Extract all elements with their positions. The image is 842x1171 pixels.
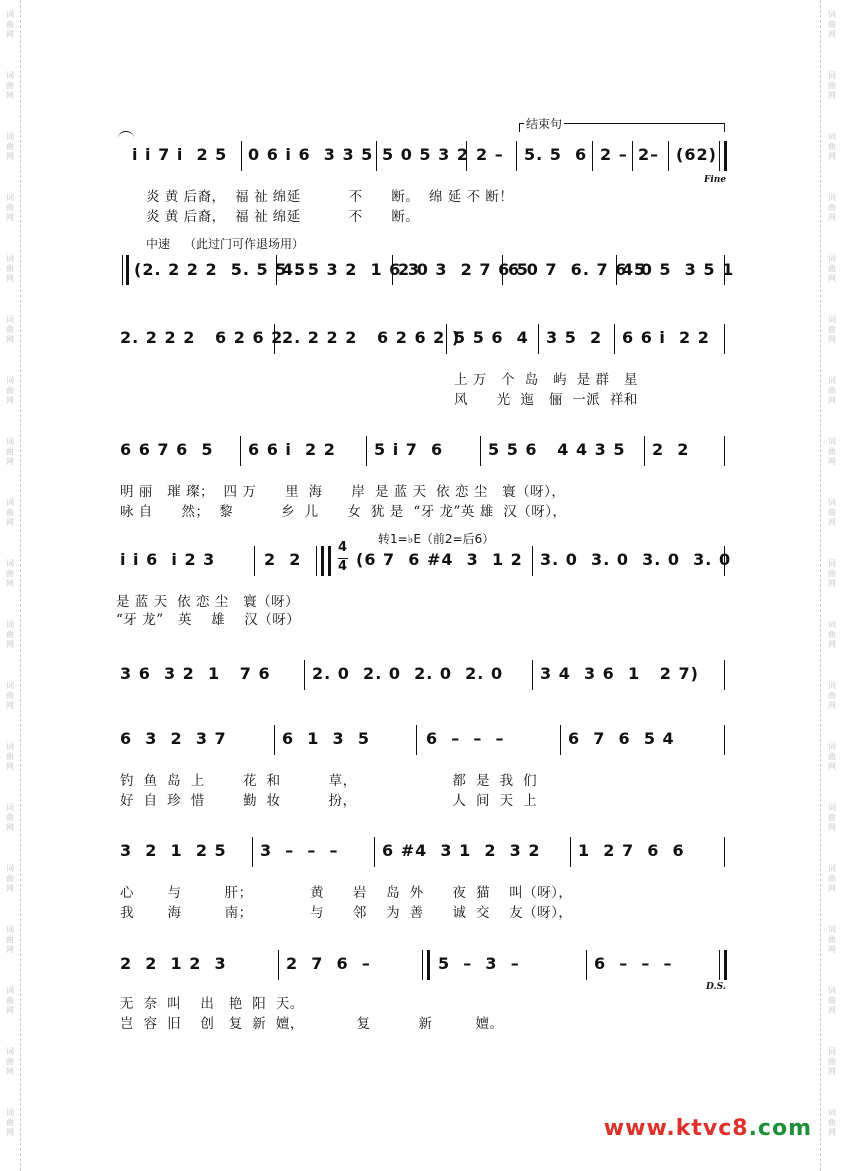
measure-2: 3 – – – bbox=[260, 841, 339, 860]
side-watermark-text: 词曲网 bbox=[828, 132, 836, 161]
lyric-line-2: 岂 容 旧 创 复 新 嬗， 复 新 嬗。 bbox=[120, 1016, 504, 1032]
measure-2: 6 6 i 2 2 bbox=[248, 440, 336, 459]
side-watermark-text: 词曲网 bbox=[6, 864, 14, 893]
ds-mark: D.S. bbox=[706, 982, 726, 992]
measure-2: 2 2 bbox=[264, 550, 302, 569]
bar-line bbox=[254, 546, 255, 576]
side-watermark-text: 词曲网 bbox=[6, 498, 14, 527]
side-watermark-text: 词曲网 bbox=[828, 1108, 836, 1137]
meter-top: 4 bbox=[338, 540, 349, 555]
measure-2: 2 7 6 – bbox=[286, 954, 371, 973]
side-watermark-text: 词曲网 bbox=[6, 1047, 14, 1076]
bar-line bbox=[724, 546, 725, 576]
measure-1: i i 7 i 2 5 bbox=[132, 145, 228, 164]
lyric-line-1: 炎 黄 后裔， 福 祉 绵延 不 断。 绵 延 不 断！ bbox=[146, 189, 514, 205]
left-border-line bbox=[20, 0, 21, 1171]
side-watermark-text: 词曲网 bbox=[6, 620, 14, 649]
site-watermark-domain: .com bbox=[748, 1116, 812, 1141]
bar-line bbox=[516, 141, 517, 171]
measure-1: 6 3 2 3 7 bbox=[120, 729, 227, 748]
measure-4: 3 5 2 bbox=[546, 328, 603, 347]
measure-5: 6 6 i 2 2 bbox=[622, 328, 710, 347]
side-watermark-text: 词曲网 bbox=[6, 437, 14, 466]
lyric-line-1: 心 与 肝； 黄 岩 岛 外 夜 猫 叫（呀）， bbox=[120, 885, 573, 901]
lyric-line-2: 好 自 珍 惜 勤 妆 扮， 人 间 天 上 bbox=[120, 793, 538, 809]
repeat-start-bar bbox=[122, 255, 123, 285]
side-watermark-text: 词曲网 bbox=[828, 925, 836, 954]
bar-line bbox=[274, 725, 275, 755]
side-watermark-text: 词曲网 bbox=[828, 315, 836, 344]
bar-line bbox=[724, 660, 725, 690]
measure-2: 6 1 3 5 bbox=[282, 729, 370, 748]
bar-line bbox=[532, 546, 533, 576]
bar-line bbox=[616, 255, 617, 285]
measure-5: 5. 5 6 bbox=[524, 145, 588, 164]
bar-line bbox=[668, 141, 669, 171]
measure-3: 5 0 5 3 2 bbox=[382, 145, 469, 164]
measure-3: 6 – – – bbox=[426, 729, 505, 748]
meter-bottom: 4 bbox=[338, 559, 349, 574]
side-watermark-text: 词曲网 bbox=[6, 10, 14, 39]
bar-line bbox=[376, 141, 377, 171]
bar-line bbox=[502, 255, 503, 285]
measure-1: 2. 2 2 2 6 2 6 2 bbox=[120, 328, 284, 347]
measure-4: 6 7 6 5 4 bbox=[568, 729, 675, 748]
site-watermark-main: www.ktvc8 bbox=[603, 1116, 749, 1141]
lyric-line-1: 无 奈 叫 出 艳 阳 天。 bbox=[120, 996, 304, 1012]
bar-line bbox=[614, 324, 615, 354]
side-watermark-text: 词曲网 bbox=[828, 742, 836, 771]
measure-4: 6 – – – bbox=[594, 954, 673, 973]
bar-line bbox=[724, 837, 725, 867]
side-watermark-text: 词曲网 bbox=[6, 254, 14, 283]
bar-line bbox=[416, 725, 417, 755]
measure-4: 5 5 6 4 4 3 5 bbox=[488, 440, 626, 459]
measure-3: 2 0 3 2 7 6 5 bbox=[398, 260, 529, 279]
bar-line bbox=[374, 837, 375, 867]
lyric-line-2: 炎 黄 后裔， 福 祉 绵延 不 断。 bbox=[146, 209, 420, 225]
bar-line bbox=[644, 436, 645, 466]
side-watermark-text: 词曲网 bbox=[828, 376, 836, 405]
side-watermark-text: 词曲网 bbox=[828, 620, 836, 649]
bar-line bbox=[632, 141, 633, 171]
measure-3: 3 4 3 6 1 2 7) bbox=[540, 664, 699, 683]
repeat-end-bar bbox=[427, 950, 430, 980]
tempo-note: （此过门可作退场用） bbox=[184, 237, 305, 251]
measure-2: 2. 0 2. 0 2. 0 2. 0 bbox=[312, 664, 504, 683]
repeat-end-bar bbox=[316, 546, 317, 576]
side-watermark-text: 词曲网 bbox=[828, 681, 836, 710]
bar-line bbox=[274, 324, 275, 354]
site-watermark bbox=[604, 1116, 812, 1141]
tie-mark bbox=[118, 131, 134, 138]
measure-3: 5 – 3 – bbox=[438, 954, 520, 973]
fine-mark: Fine bbox=[704, 175, 727, 185]
side-watermark-text: 词曲网 bbox=[6, 742, 14, 771]
bar-line bbox=[570, 837, 571, 867]
measure-3: (6 7 6 #4 3 1 2 bbox=[356, 550, 523, 569]
measure-3: 5 5 6 4 bbox=[454, 328, 529, 347]
measure-4: 6 0 7 6. 7 6 5 bbox=[508, 260, 646, 279]
lyric-line-1: 是 蓝 天 依 恋 尘 寰（呀） bbox=[116, 594, 300, 610]
bar-line bbox=[366, 436, 367, 466]
bar-line bbox=[586, 950, 587, 980]
bar-line bbox=[304, 660, 305, 690]
measure-3: 6 #4 3 1 2 3 2 bbox=[382, 841, 541, 860]
side-watermark-text: 词曲网 bbox=[6, 986, 14, 1015]
measure-7: 2– bbox=[638, 145, 660, 164]
side-watermark-text: 词曲网 bbox=[6, 803, 14, 832]
lyric-line-2: “牙 龙” 英 雄 汉（呀） bbox=[116, 612, 301, 628]
measure-2: 0 6 i 6 3 3 5 bbox=[248, 145, 374, 164]
measure-1: (2. 2 2 2 5. 5 5 5 bbox=[134, 260, 307, 279]
bar-line bbox=[724, 324, 725, 354]
side-watermark-text: 词曲网 bbox=[828, 254, 836, 283]
bar-line bbox=[724, 141, 727, 171]
side-watermark-text: 词曲网 bbox=[828, 10, 836, 39]
bar-line bbox=[532, 660, 533, 690]
bar-line bbox=[480, 436, 481, 466]
side-watermark-text: 词曲网 bbox=[6, 193, 14, 222]
side-watermark-text: 词曲网 bbox=[828, 986, 836, 1015]
side-watermark-text: 词曲网 bbox=[6, 132, 14, 161]
side-watermark-text: 词曲网 bbox=[828, 1047, 836, 1076]
side-watermark-text: 词曲网 bbox=[6, 681, 14, 710]
repeat-end-bar bbox=[422, 950, 423, 980]
repeat-end-bar bbox=[321, 546, 324, 576]
bar-line bbox=[241, 141, 242, 171]
measure-1: 2 2 1 2 3 bbox=[120, 954, 227, 973]
bar-line bbox=[724, 950, 727, 980]
measure-4: 1 2 7 6 6 bbox=[578, 841, 685, 860]
measure-6: 2 – bbox=[600, 145, 628, 164]
tempo-label: 中速 bbox=[146, 237, 171, 251]
side-watermark-text: 词曲网 bbox=[828, 864, 836, 893]
lyric-line-1: 钓 鱼 岛 上 花 和 草， 都 是 我 们 bbox=[120, 773, 538, 789]
measure-5: 2 2 bbox=[652, 440, 690, 459]
side-watermark-text: 词曲网 bbox=[6, 315, 14, 344]
measure-1: 3 2 1 2 5 bbox=[120, 841, 227, 860]
measure-4: 2 – bbox=[476, 145, 504, 164]
bar-line bbox=[560, 725, 561, 755]
side-watermark-text: 词曲网 bbox=[828, 559, 836, 588]
bar-line bbox=[392, 255, 393, 285]
bar-line bbox=[724, 436, 725, 466]
repeat-start-bar bbox=[126, 255, 129, 285]
side-watermark-text: 词曲网 bbox=[828, 71, 836, 100]
lyric-line-2: 咏 自 然； 黎 乡 儿 女 犹 是 “牙 龙”英 雄 汉（呀）， bbox=[120, 504, 567, 520]
right-border-line bbox=[820, 0, 821, 1171]
ending-label: 结束句 bbox=[526, 117, 563, 131]
bar-line bbox=[719, 950, 720, 980]
side-watermark-text: 词曲网 bbox=[6, 925, 14, 954]
bar-line bbox=[466, 141, 467, 171]
side-watermark-text: 词曲网 bbox=[6, 376, 14, 405]
bar-line bbox=[724, 255, 725, 285]
side-watermark-text: 词曲网 bbox=[6, 71, 14, 100]
bar-line bbox=[240, 436, 241, 466]
lyric-line-2: 风 光 迤 俪 一派 祥和 bbox=[454, 392, 638, 408]
bar-line bbox=[724, 725, 725, 755]
measure-4: 3. 0 3. 0 3. 0 3. 0 bbox=[540, 550, 732, 569]
side-watermark-text: 词曲网 bbox=[828, 803, 836, 832]
measure-2: 2. 2 2 2 6 2 6 2 ) bbox=[282, 328, 461, 347]
measure-8: (62) bbox=[676, 145, 717, 164]
lyric-line-1: 上 万 个 岛 屿 是 群 星 bbox=[454, 372, 638, 388]
side-watermark-text: 词曲网 bbox=[828, 498, 836, 527]
bar-line bbox=[719, 141, 720, 171]
side-watermark-text: 词曲网 bbox=[828, 193, 836, 222]
side-watermark-text: 词曲网 bbox=[828, 437, 836, 466]
measure-3: 5 i 7 6 bbox=[374, 440, 444, 459]
measure-1: 6 6 7 6 5 bbox=[120, 440, 214, 459]
lyric-line-2: 我 海 南； 与 邻 为 善 诚 交 友（呀）， bbox=[120, 905, 573, 921]
lyric-line-1: 明 丽 璀 璨； 四 万 里 海 岸 是 蓝 天 依 恋 尘 寰（呀）， bbox=[120, 484, 566, 500]
bar-line bbox=[276, 255, 277, 285]
bar-line bbox=[538, 324, 539, 354]
measure-2: 4. 5 3 2 1 6 3 bbox=[282, 260, 420, 279]
bar-line bbox=[446, 324, 447, 354]
measure-1: 3 6 3 2 1 7 6 bbox=[120, 664, 271, 683]
bar-line bbox=[252, 837, 253, 867]
repeat-start-bar bbox=[328, 546, 331, 576]
side-watermark-text: 词曲网 bbox=[6, 559, 14, 588]
measure-1: i i 6 i 2 3 bbox=[120, 550, 216, 569]
measure-5: 4 0 5 3 5 1 bbox=[622, 260, 735, 279]
bar-line bbox=[592, 141, 593, 171]
side-watermark-text: 词曲网 bbox=[6, 1108, 14, 1137]
key-change-label: 转1=♭E（前2=后6） bbox=[378, 532, 495, 546]
bar-line bbox=[278, 950, 279, 980]
